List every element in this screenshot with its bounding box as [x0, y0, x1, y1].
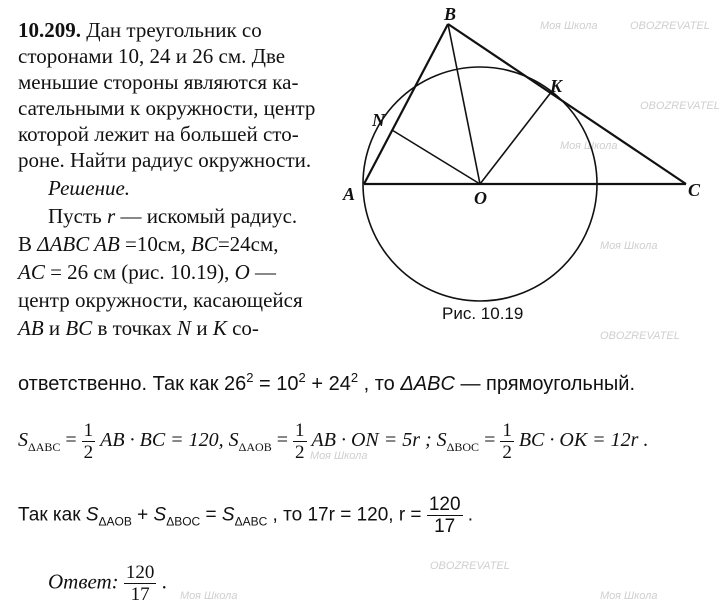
- fraction-half: $\frac{1}{2}$: [502, 420, 512, 463]
- solution-line-1: Пусть r — искомый радиус.: [48, 204, 298, 228]
- triangle-figure: [330, 0, 723, 320]
- solution-line-5: AB и BC в точках N и K со-: [18, 316, 259, 340]
- label-k: K: [550, 76, 563, 96]
- watermark: Моя Школа: [180, 590, 238, 602]
- label-b: B: [444, 4, 457, 24]
- problem-line-3: меньшие стороны являются ка-: [18, 70, 299, 94]
- answer-label: Ответ:: [48, 569, 119, 594]
- problem-line-6: роне. Найти радиус окружности.: [18, 148, 312, 172]
- problem-line-1: [18, 18, 262, 43]
- solution-line-2: В ΔABC AB =10см, BC=24см,: [18, 232, 279, 256]
- solution-line-3: AC = 26 см (рис. 10.19), O —: [18, 260, 277, 284]
- answer: Ответ: $\frac{120}{17}$ .: [48, 562, 167, 605]
- label-a: A: [343, 184, 356, 204]
- formula-areas: $S_{\Delta ABC}$ = $\frac{1}{2}$ AB · BC = 120, $S_{\Delta AOB}$ = $\frac{1}{2}$ AB · ON = 5r ; $S_{\Delta BOC}$ = $\frac{1}{2}$ BC · OK = 12r .: [18, 420, 649, 463]
- problem-line-4: сательными к окружности, центр: [18, 96, 316, 120]
- side-bc: [448, 24, 686, 184]
- problem-line-2: сторонами 10, 24 и 26 см. Две: [18, 44, 286, 68]
- answer-fraction: $\frac{120}{17}$: [125, 562, 155, 605]
- fraction-half: $\frac{1}{2}$: [295, 420, 305, 463]
- watermark: OBOZREVATEL: [430, 560, 510, 572]
- solution-heading: Решение.: [48, 176, 131, 200]
- problem-line-5: которой лежит на большей сто-: [18, 122, 299, 146]
- watermark: OBOZREVATEL: [630, 20, 710, 32]
- segment-ok: [480, 91, 552, 184]
- problem-text: Дан треугольник со: [86, 18, 262, 42]
- label-n: N: [372, 110, 385, 130]
- solution-line-6: ответственно. Так как $26^2 = 10^2 + 24^2$ , то ΔABC — прямоугольный.: [18, 370, 636, 395]
- fraction-result: $\frac{120}{17}$: [428, 494, 461, 537]
- problem-number: 10.209.: [18, 18, 81, 42]
- watermark: Моя Школа: [600, 240, 658, 252]
- fraction-half: $\frac{1}{2}$: [83, 420, 94, 463]
- solution-line-4: центр окружности, касающейся: [18, 288, 303, 312]
- label-o: O: [474, 188, 487, 208]
- label-c: C: [688, 180, 701, 200]
- watermark: Моя Школа: [560, 140, 618, 152]
- segment-bo: [448, 24, 480, 184]
- segment-on: [392, 130, 480, 184]
- watermark: OBOZREVATEL: [640, 100, 720, 112]
- watermark: Моя Школа: [600, 590, 658, 602]
- watermark: Моя Школа: [310, 450, 368, 462]
- formula-sum: Так как $S_{\Delta AOB} + S_{\Delta BOC} = S_{\Delta ABC}$ , то 17r = 120, r = $\frac{120}{17}$ .: [18, 494, 474, 537]
- side-ab: [364, 24, 448, 184]
- watermark: OBOZREVATEL: [600, 330, 680, 342]
- watermark: Моя Школа: [540, 20, 598, 32]
- figure-caption: Рис. 10.19: [442, 304, 524, 323]
